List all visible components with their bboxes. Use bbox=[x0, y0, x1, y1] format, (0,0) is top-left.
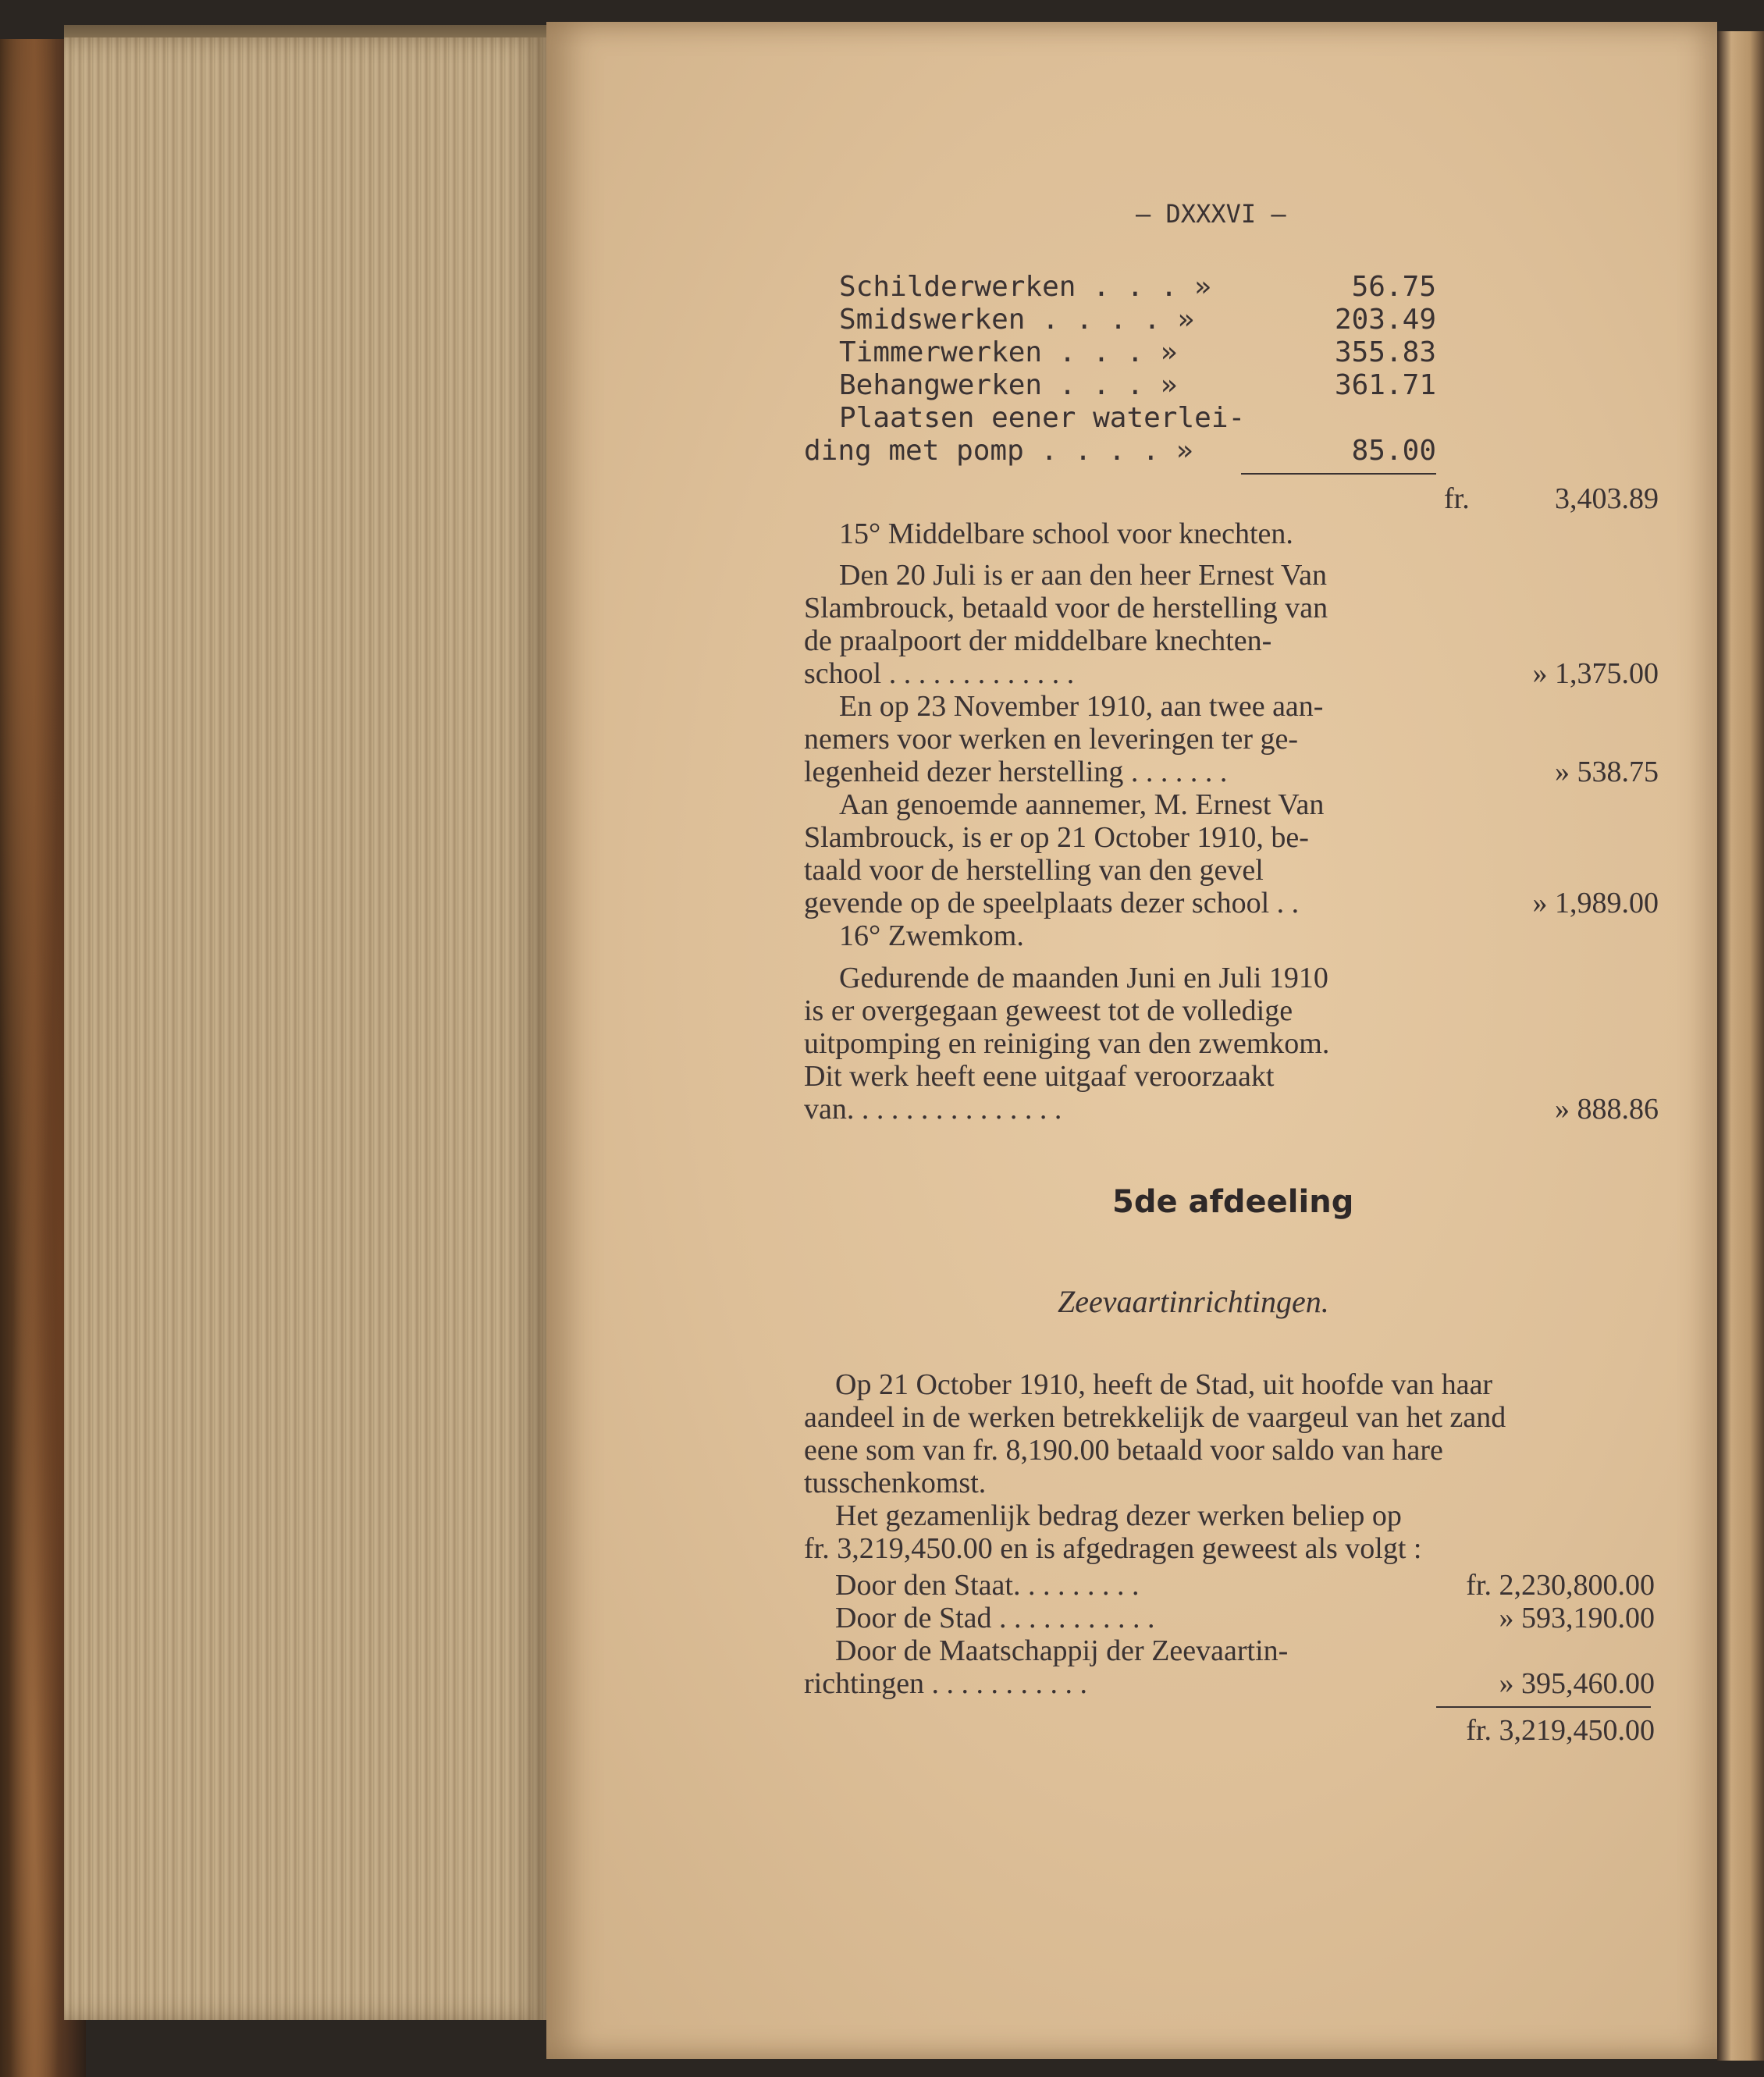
paragraph-line: legenheid dezer herstelling . . . . . . . bbox=[804, 756, 1228, 788]
contribution-amount: » 593,190.00 bbox=[1499, 1602, 1655, 1634]
item-label: Smidswerken . . . . » bbox=[839, 304, 1195, 336]
item-label: Plaatsen eener waterlei- bbox=[839, 402, 1246, 434]
paragraph-line: Slambrouck, is er op 21 October 1910, be- bbox=[804, 821, 1309, 854]
item-amount: 85.00 bbox=[1351, 435, 1436, 467]
paragraph-line: van. . . . . . . . . . . . . . . bbox=[804, 1093, 1062, 1126]
paragraph-line: Het gezamenlijk bedrag dezer werken beliep op bbox=[835, 1499, 1402, 1532]
section-16-amount: » 888.86 bbox=[1555, 1093, 1659, 1126]
paragraph-line: gevende op de speelplaats dezer school . . bbox=[804, 887, 1300, 919]
contribution-label: Door de Stad . . . . . . . . . . . bbox=[835, 1602, 1155, 1634]
subtotal-amount: 3,403.89 bbox=[1555, 482, 1659, 515]
contribution-label: Door de Maatschappij der Zeevaartin- bbox=[835, 1634, 1289, 1667]
item-label: ding met pomp . . . . » bbox=[804, 435, 1193, 467]
paragraph-line: aandeel in de werken betrekkelijk de vaargeul van het zand bbox=[804, 1401, 1506, 1434]
page-block-edges bbox=[64, 37, 546, 2020]
division-subtitle: Zeevaartinrichtingen. bbox=[1058, 1284, 1329, 1319]
contribution-amount: fr. 2,230,800.00 bbox=[1466, 1569, 1655, 1602]
contribution-label: Door den Staat. . . . . . . . . bbox=[835, 1569, 1140, 1602]
paragraph-line: school . . . . . . . . . . . . . bbox=[804, 657, 1075, 690]
section-15-title: 15° Middelbare school voor knechten. bbox=[839, 517, 1293, 550]
subtotal-prefix: fr. bbox=[1444, 482, 1470, 515]
paragraph-line: Slambrouck, betaald voor de herstelling van bbox=[804, 592, 1328, 624]
contribution-amount: » 395,460.00 bbox=[1499, 1667, 1655, 1700]
item-amount: 361.71 bbox=[1334, 369, 1436, 401]
paragraph-line: Dit werk heeft eene uitgaaf veroorzaakt bbox=[804, 1060, 1275, 1093]
item-label: Schilderwerken . . . » bbox=[839, 271, 1211, 303]
item-amount: 355.83 bbox=[1334, 336, 1436, 368]
subtotal-rule bbox=[1241, 473, 1436, 475]
paragraph-line: Gedurende de maanden Juni en Juli 1910 bbox=[839, 962, 1328, 994]
section-15-amount-2: » 538.75 bbox=[1555, 756, 1659, 788]
paragraph-line: fr. 3,219,450.00 en is afgedragen geweest als volgt : bbox=[804, 1532, 1422, 1565]
total-rule bbox=[1436, 1706, 1651, 1708]
paragraph-line: uitpomping en reiniging van den zwemkom. bbox=[804, 1027, 1330, 1060]
section-16-title: 16° Zwemkom. bbox=[839, 919, 1024, 952]
paragraph-line: En op 23 November 1910, aan twee aan- bbox=[839, 690, 1324, 723]
paragraph-line: taald voor de herstelling van den gevel bbox=[804, 854, 1264, 887]
grand-total: fr. 3,219,450.00 bbox=[1466, 1714, 1655, 1747]
page-folio: — DXXXVI — bbox=[1136, 199, 1286, 229]
paragraph-line: Op 21 October 1910, heeft de Stad, uit hoofde van haar bbox=[835, 1368, 1493, 1401]
item-amount: 203.49 bbox=[1334, 304, 1436, 336]
paragraph-line: de praalpoort der middelbare knechten- bbox=[804, 624, 1272, 657]
paragraph-line: tusschenkomst. bbox=[804, 1467, 987, 1499]
paragraph-line: Aan genoemde aannemer, M. Ernest Van bbox=[839, 788, 1325, 821]
section-15-amount-1: » 1,375.00 bbox=[1532, 657, 1659, 690]
paragraph-line: Den 20 Juli is er aan den heer Ernest Van bbox=[839, 559, 1328, 592]
item-label: Behangwerken . . . » bbox=[839, 369, 1178, 401]
contribution-label: richtingen . . . . . . . . . . . bbox=[804, 1667, 1088, 1700]
paragraph-line: nemers voor werken en leveringen ter ge- bbox=[804, 723, 1299, 756]
right-page-edge bbox=[1717, 31, 1764, 2061]
item-label: Timmerwerken . . . » bbox=[839, 336, 1178, 368]
paragraph-line: is er overgegaan geweest tot de volledige bbox=[804, 994, 1293, 1027]
section-15-amount-3: » 1,989.00 bbox=[1532, 887, 1659, 919]
item-amount: 56.75 bbox=[1351, 271, 1436, 303]
division-title: 5de afdeeling bbox=[1112, 1184, 1354, 1220]
paragraph-line: eene som van fr. 8,190.00 betaald voor saldo van hare bbox=[804, 1434, 1443, 1467]
